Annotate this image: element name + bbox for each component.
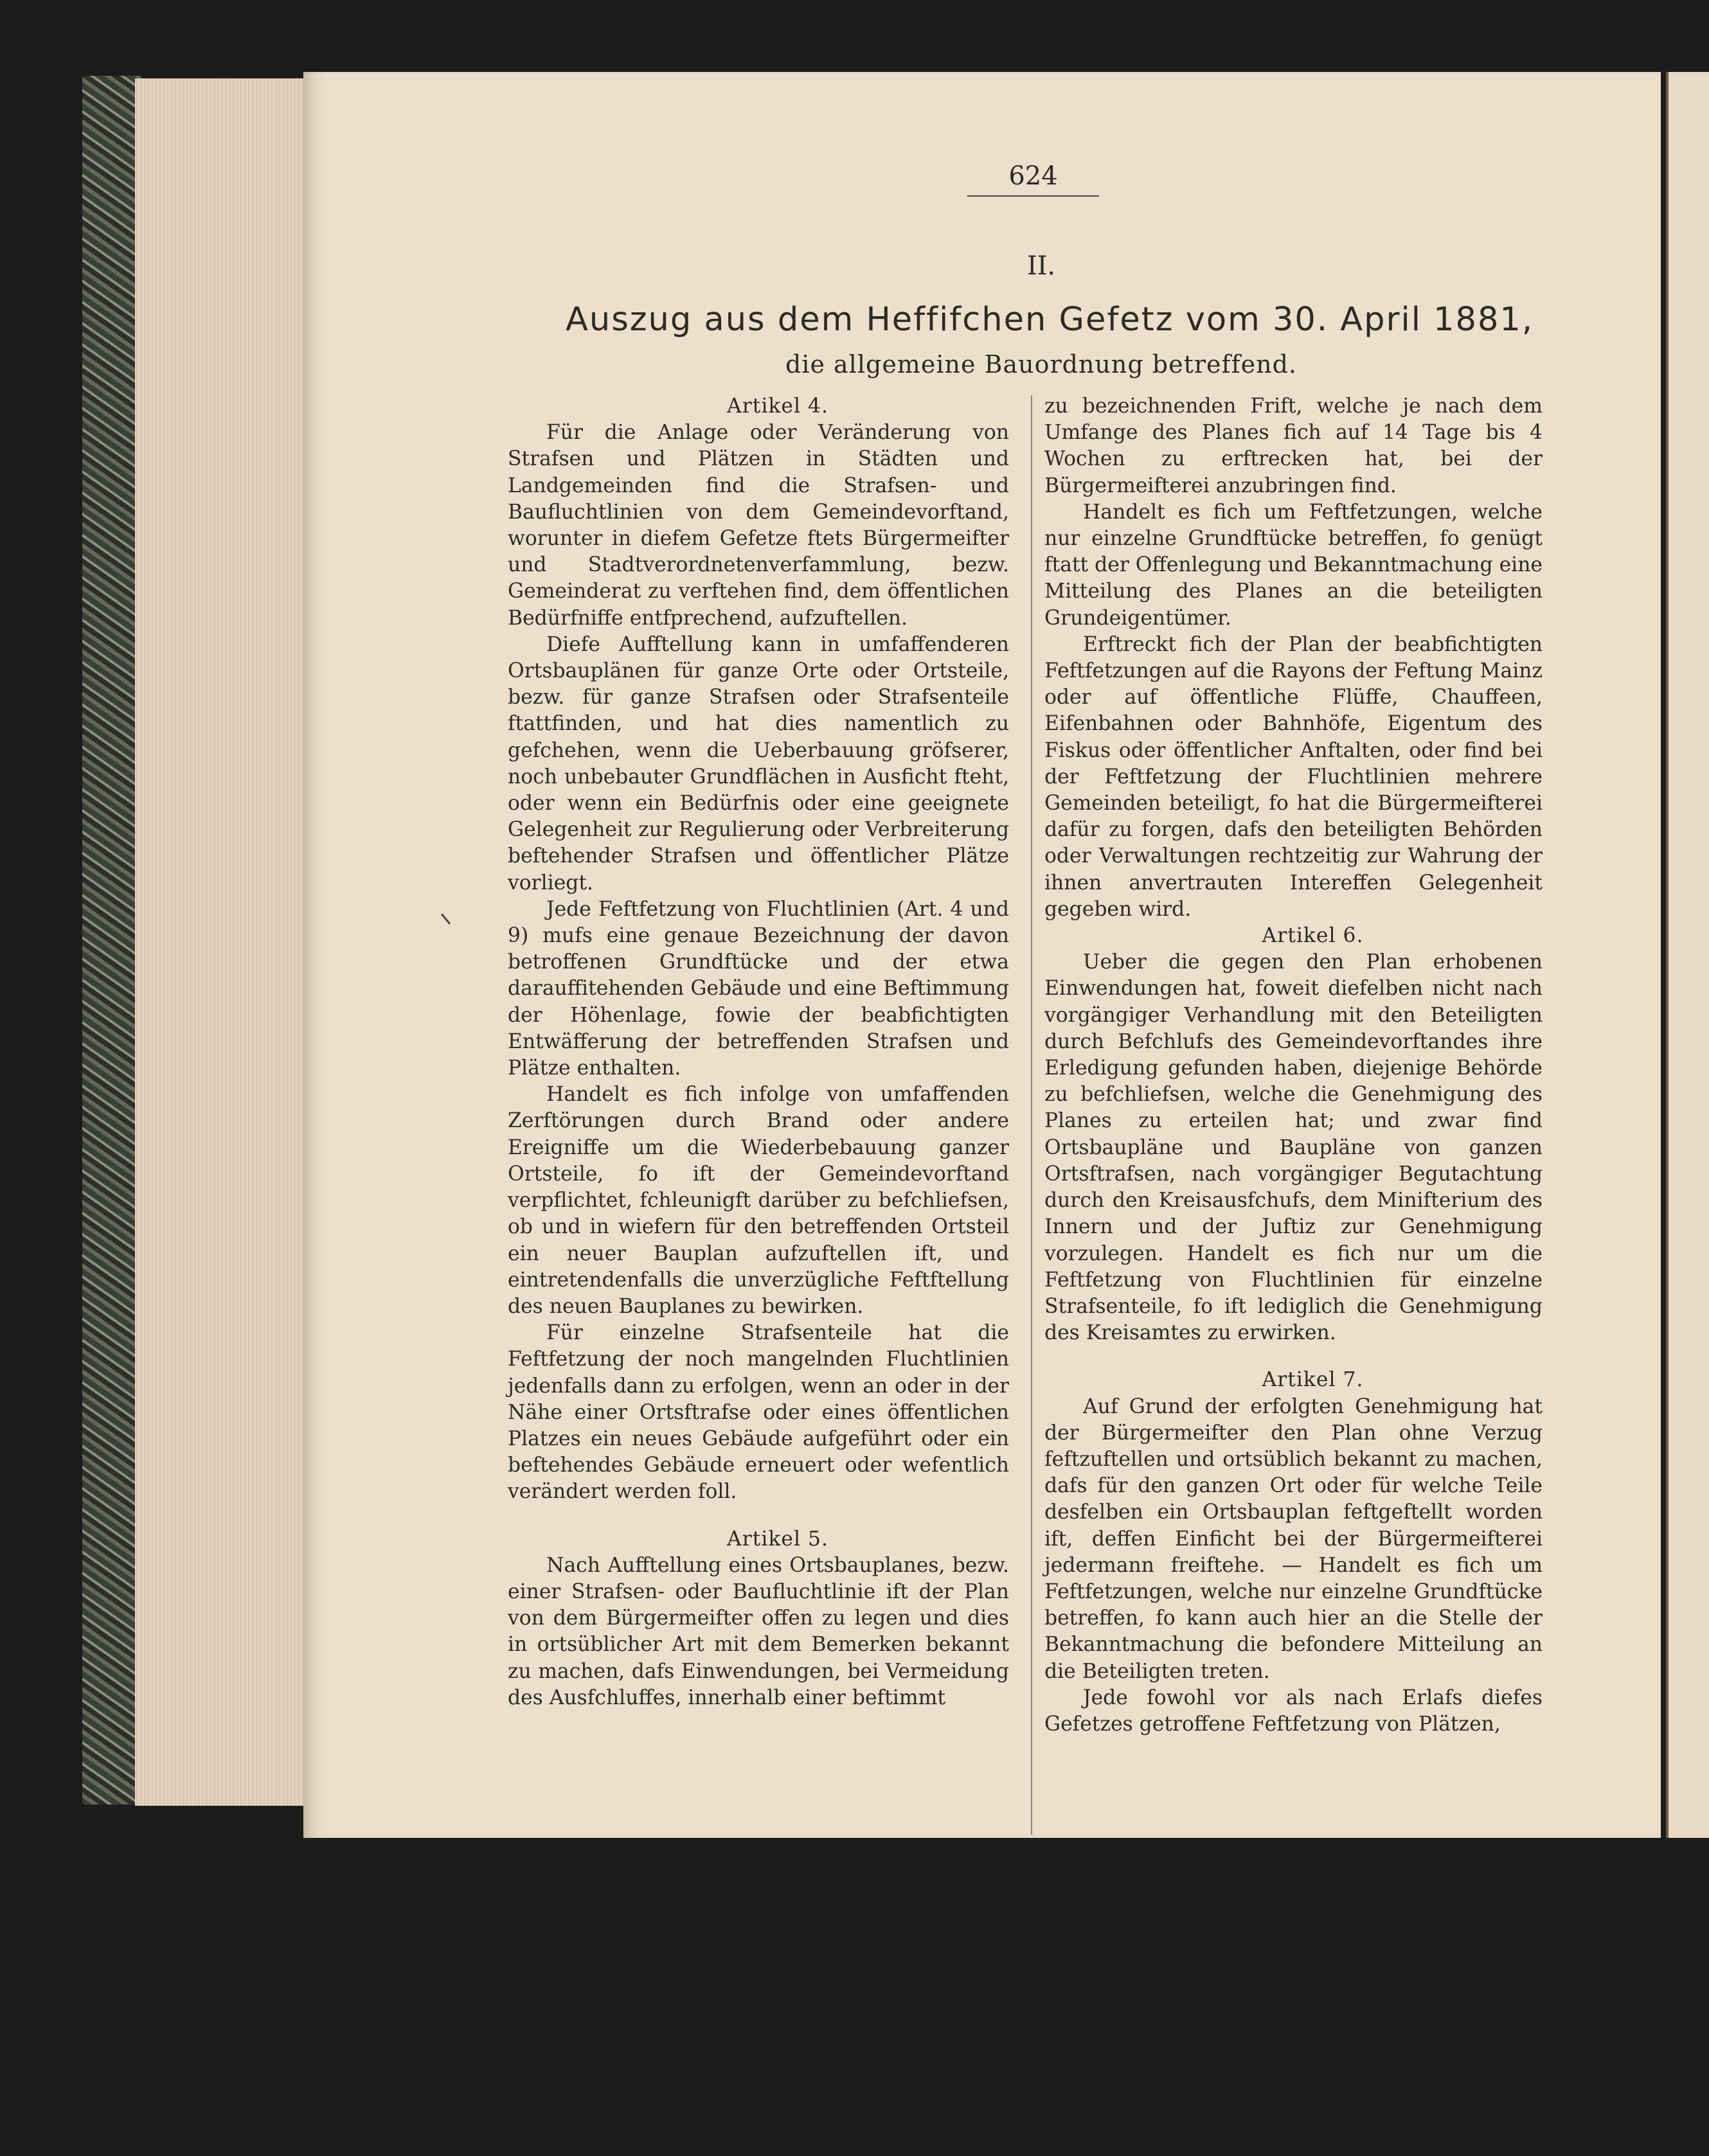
paragraph: Diefe Aufftellung kann in umfaffenderen Ortsbauplänen für ganze Orte oder Ortsteile, bezw. für ganze Strafsen oder Strafsenteile ftattfinden, und hat dies namentlich zu gefchehen, wenn die Ueberbauung gröfserer, noch unbebauter Grundflächen in Ausficht fteht, oder wenn ein Bedürfnis oder eine geeignete Gelegenheit zur Regulierung oder Verbreiterung beftehender Strafsen und öffentlicher Plätze vorliegt. [508, 632, 1009, 895]
article-heading: Artikel 5. [727, 1527, 828, 1551]
article-heading: Artikel 7. [1262, 1368, 1364, 1392]
paragraph: Für einzelne Strafsenteile hat die Feftfetzung der noch mangelnden Fluchtlinien jedenfalls dann zu erfolgen, wenn an oder in der Nähe einer Ortsftrafse oder eines öffentlichen Platzes ein neues Gebäude aufgeführt oder ein beftehendes Gebäude erneuert oder wefentlich verändert werden foll. [508, 1321, 1009, 1504]
page-number: 624 [967, 157, 1099, 197]
left-column [508, 393, 1009, 1711]
paragraph: Erftreckt fich der Plan der beabfichtigten Feftfetzungen auf die Rayons der Feftung Mainz oder auf öffentliche Flüffe, Chauffeen, Eifenbahnen oder Bahnhöfe, Eigentum des Fiskus oder öffentlicher Anftalten, oder find bei der Feftfetzung der Fluchtlinien mehrere Gemeinden beteiligt, fo hat die Bürgermeifterei dafür zu forgen, dafs den beteiligten Behörden oder Verwaltungen rechtzeitig zur Wahrung der ihnen anvertrauten Intereffen Gelegenheit gegeben wird. [1044, 632, 1543, 921]
marbled-book-cover [82, 76, 141, 1804]
right-column [1044, 393, 1543, 1738]
document-subtitle: die allgemeine Bauordnung betreffend. [785, 350, 1298, 379]
paragraph: Für die Anlage oder Veränderung von Strafsen und Plätzen in Städten und Landgemeinden find die Strafsen- und Baufluchtlinien von dem Gemeindevorftand, worunter in diefem Gefetze ftets Bürgermeifter und Stadtverordnetenverfammlung, bezw. Gemeinderat zu verftehen find, dem öffentlichen Bedürfniffe entfprechend, aufzuftellen. [508, 421, 1009, 630]
paragraph: Handelt es fich infolge von umfaffenden Zerftörungen durch Brand oder andere Ereigniffe um die Wiederbebauung ganzer Ortsteile, fo ift der Gemeindevorftand verpflichtet, fchleunigft darüber zu befchliefsen, ob und in wiefern für den betreffenden Ortsteil ein neuer Bauplan aufzuftellen ift, und eintretendenfalls die unverzügliche Feftftellung des neuen Bauplanes zu bewirken. [508, 1083, 1009, 1318]
document-title: Auszug aus dem Heffifchen Gefetz vom 30. April 1881, [566, 301, 1534, 339]
page-stack-edge [135, 78, 309, 1806]
facing-page-edge [1666, 72, 1709, 1838]
paragraph: Jede Feftfetzung von Fluchtlinien (Art. 4 und 9) mufs eine genaue Bezeichnung der davon betroffenen Grundftücke und der etwa darauffitehenden Gebäude und eine Beftimmung der Höhenlage, fowie der beabfichtigten Entwäfferung der betreffenden Strafsen und Plätze enthalten. [508, 897, 1009, 1080]
paragraph: zu bezeichnenden Frift, welche je nach dem Umfange des Planes fich auf 14 Tage bis 4 Wochen zu erftrecken hat, bei der Bürgermeifterei anzubringen find. [1044, 395, 1543, 497]
paragraph: Auf Grund der erfolgten Genehmigung hat der Bürgermeifter den Plan ohne Verzug feftzuftellen und ortsüblich bekannt zu machen, dafs für den ganzen Ort oder für welche Teile desfelben ein Ortsbauplan feftgeftellt worden ift, deffen Einficht bei der Bürgermeifterei jedermann freiftehe. — Handelt es fich um Feftfetzungen, welche nur einzelne Grundftücke betreffen, fo kann auch hier an die Stelle der Bekanntmachung die befondere Mitteilung an die Beteiligten treten. [1044, 1394, 1543, 1683]
paragraph: Handelt es fich um Feftfetzungen, welche nur einzelne Grundftücke betreffen, fo genügt ftatt der Offenlegung und Bekanntmachung eine Mitteilung des Planes an die beteiligten Grundeigentümer. [1044, 500, 1543, 630]
paragraph: Ueber die gegen den Plan erhobenen Einwendungen hat, foweit diefelben nicht nach vorgängiger Verhandlung mit den Beteiligten durch Befchlufs des Gemeindevorftandes ihre Erledigung gefunden haben, diejenige Behörde zu befchliefsen, welche die Genehmigung des Planes zu erteilen hat; und zwar find Ortsbaupläne und Baupläne von ganzen Ortsftrafsen, nach vorgängiger Begutachtung durch den Kreisausfchufs, dem Minifterium des Innern und der Juftiz zur Genehmigung vorzulegen. Handelt es fich nur um die Feftfetzung von Fluchtlinien für einzelne Strafsenteile, fo ift lediglich die Genehmigung des Kreisamtes zu erwirken. [1044, 950, 1543, 1345]
paragraph: Jede fowohl vor als nach Erlafs diefes Gefetzes getroffene Feftfetzung von Plätzen, [1044, 1686, 1543, 1736]
paragraph: Nach Aufftellung eines Ortsbauplanes, bezw. einer Strafsen- oder Baufluchtlinie ift der Plan von dem Bürgermeifter offen zu legen und dies in ortsüblicher Art mit dem Bemerken bekannt zu machen, dafs Einwendungen, bei Vermeidung des Ausfchluffes, innerhalb einer beftimmt [508, 1553, 1009, 1709]
article-heading: Artikel 4. [727, 395, 828, 418]
column-divider [1031, 395, 1032, 1835]
article-heading: Artikel 6. [1262, 924, 1364, 948]
section-number: II. [1026, 251, 1056, 281]
